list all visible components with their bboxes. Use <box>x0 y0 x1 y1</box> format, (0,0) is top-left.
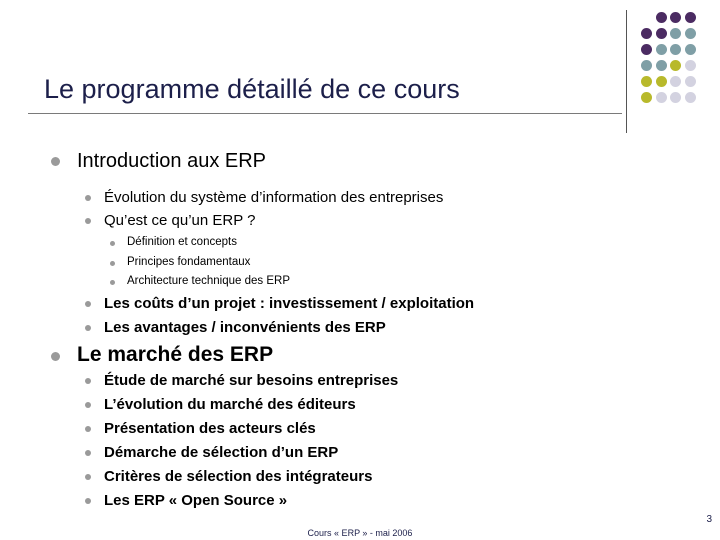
bullet-icon <box>110 241 115 246</box>
page-number: 3 <box>706 514 712 525</box>
outline-item: Démarche de sélection d’un ERP <box>104 444 339 461</box>
decorative-dot <box>670 12 681 23</box>
bullet-icon <box>85 426 91 432</box>
bullet-icon <box>85 195 91 201</box>
outline-item: Les coûts d’un projet : investissement / exploitation <box>104 295 475 312</box>
outline-item: Les avantages / inconvénients des ERP <box>104 319 386 336</box>
decorative-dot <box>670 60 681 71</box>
footer-text: Cours « ERP » - mai 2006 <box>307 528 413 538</box>
decorative-dot <box>685 28 696 39</box>
decorative-dot <box>656 76 667 87</box>
outline-item: Critères de sélection des intégrateurs <box>104 468 373 485</box>
decorative-vertical-line <box>626 10 627 133</box>
decorative-dot <box>656 92 667 103</box>
outline-item: Présentation des acteurs clés <box>104 420 316 437</box>
bullet-icon <box>85 325 91 331</box>
decorative-dot <box>685 60 696 71</box>
outline-item: Qu’est ce qu’un ERP ? <box>104 212 256 229</box>
section-title: Introduction aux ERP <box>77 150 266 172</box>
outline-subitem: Définition et concepts <box>127 236 237 248</box>
bullet-icon <box>51 352 60 361</box>
outline-item: Étude de marché sur besoins entreprises <box>104 372 399 389</box>
bullet-icon <box>85 378 91 384</box>
decorative-dot <box>656 28 667 39</box>
bullet-icon <box>110 280 115 285</box>
bullet-icon <box>51 157 60 166</box>
decorative-dot <box>670 92 681 103</box>
bullet-icon <box>85 402 91 408</box>
bullet-icon <box>110 261 115 266</box>
outline-item: L’évolution du marché des éditeurs <box>104 396 356 413</box>
outline-item: Évolution du système d’information des entreprises <box>104 189 444 206</box>
outline-subitem: Principes fondamentaux <box>127 256 251 268</box>
decorative-dot <box>641 60 652 71</box>
decorative-dot-grid <box>641 12 713 118</box>
decorative-dot <box>670 28 681 39</box>
decorative-dot <box>685 76 696 87</box>
decorative-dot <box>685 12 696 23</box>
decorative-dot <box>641 92 652 103</box>
bullet-icon <box>85 474 91 480</box>
bullet-icon <box>85 218 91 224</box>
decorative-dot <box>685 44 696 55</box>
bullet-icon <box>85 498 91 504</box>
outline-subitem: Architecture technique des ERP <box>127 275 291 287</box>
slide-title: Le programme détaillé de ce cours <box>44 74 460 104</box>
decorative-dot <box>656 60 667 71</box>
bullet-icon <box>85 301 91 307</box>
title-underline <box>28 113 622 114</box>
decorative-dot <box>685 92 696 103</box>
decorative-dot <box>670 76 681 87</box>
decorative-dot <box>641 28 652 39</box>
decorative-dot <box>656 12 667 23</box>
outline-item: Les ERP « Open Source » <box>104 492 288 509</box>
section-title: Le marché des ERP <box>77 343 274 366</box>
bullet-icon <box>85 450 91 456</box>
decorative-dot <box>670 44 681 55</box>
decorative-dot <box>641 76 652 87</box>
decorative-dot <box>656 44 667 55</box>
decorative-dot <box>641 44 652 55</box>
